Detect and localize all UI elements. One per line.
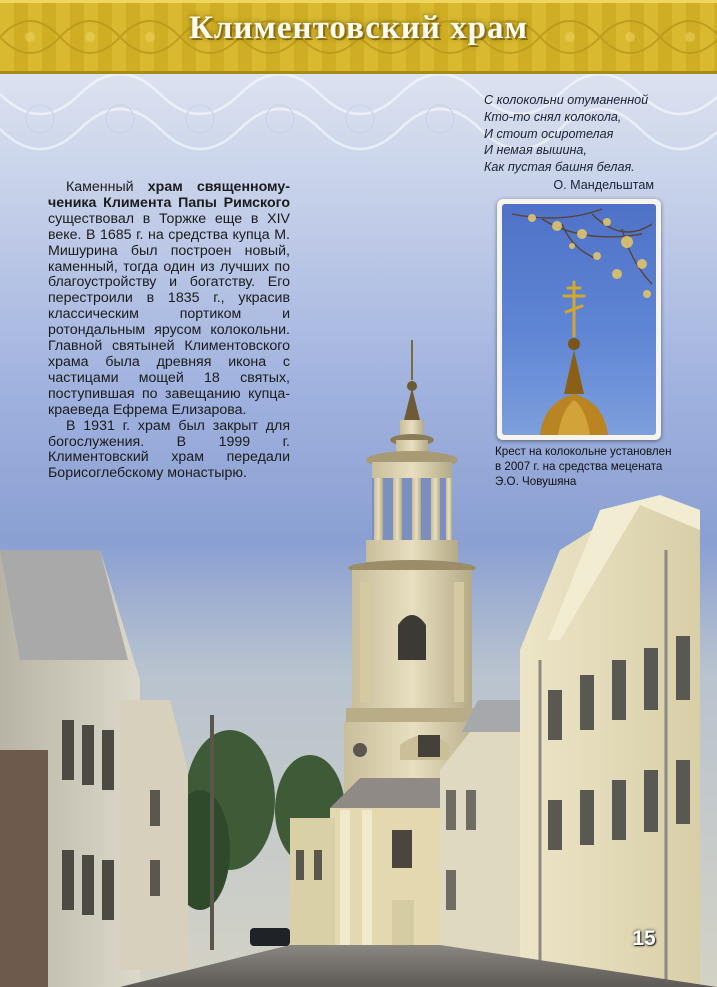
article-body bbox=[48, 180, 290, 482]
caption-line: Э.О. Човушяна bbox=[495, 475, 577, 489]
cross-photo-frame bbox=[497, 199, 661, 440]
poem-line: И немая вышина, bbox=[484, 143, 587, 158]
poem-epigraph bbox=[484, 92, 664, 194]
poem-line: Кто-то снял колокола, bbox=[484, 109, 622, 124]
page-title: Климентовский храм bbox=[188, 10, 529, 46]
caption-line: в 2007 г. на средства мецената bbox=[495, 460, 663, 474]
article-paragraph-1: Каменный храм священному-ченика Климента Папы Римского существовал в Торжке еще в XIV веке. В 1685 г. на средства купца М. Мишурина был построен новый, каменный, тогда один из лучших по благоустройству и богатству. Его перестроили в 1835 г., украсив классическим портиком и ротондальным ярусом колокольни. Главной святыней Климентовского храма была древняя икона с частицами мощей 18 святых, поступившая по завещанию купца-краеведа Ефрема Елизарова. bbox=[48, 179, 290, 418]
poem-author: О. Мандельштам bbox=[553, 177, 654, 192]
bell-tower bbox=[344, 340, 484, 792]
poem-line: С колокольни отуманенной bbox=[484, 93, 649, 107]
caption-line: Крест на колокольне установлен bbox=[495, 445, 672, 458]
article-paragraph-2: В 1931 г. храм был закрыт для богослужения. В 1999 г. Климентовский храм передали Борисоглебскому монастырю. bbox=[48, 417, 290, 482]
cross-photo bbox=[502, 204, 656, 435]
left-buildings bbox=[0, 550, 212, 987]
poem-line: И стоит осиротелая bbox=[484, 126, 614, 141]
page-number: 15 bbox=[632, 927, 656, 950]
photo-caption bbox=[495, 444, 695, 490]
cross-dome-image bbox=[502, 204, 656, 435]
right-buildings bbox=[440, 495, 700, 987]
poem-line: Как пустая башня белая. bbox=[484, 160, 635, 175]
title-banner bbox=[0, 0, 717, 74]
article-highlight: храм священному-ченика Климента Папы Римского bbox=[48, 179, 290, 211]
